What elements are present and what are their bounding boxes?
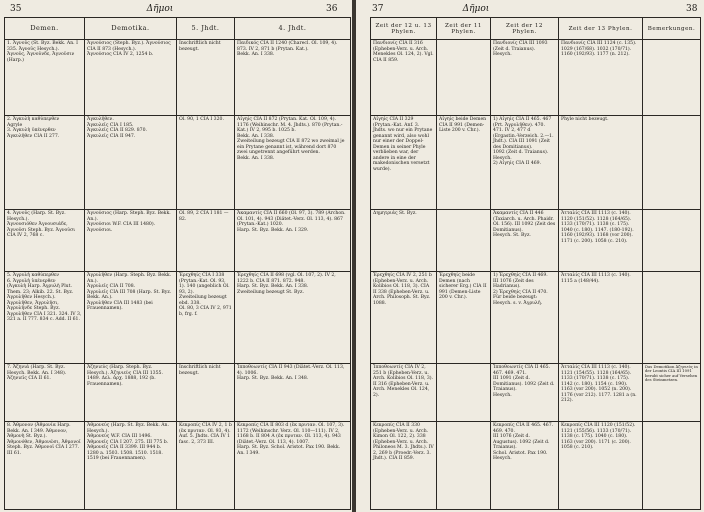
page-number-35: 35 xyxy=(10,4,22,14)
fourth-century-cell: Ἐρεχθηίς CIA II 698 (vgl. Ol. 107, 2). IV 2, 1222 b. CIA II 871. 872. 948. Harp. St. Byz. Bekk. An. I 338. Zweiteilung bezeugt St. Byz. xyxy=(235,272,351,364)
deme-name-cell: 4. Ἀγνοῦς (Harp. St. Byz. Hesych.). Ἀγνουσιόθεν Ἀγνουσιάδε, Ἀγνοῦσι Steph. Byz. Ἀγνοῦσι CIA IV 2, 768 c. xyxy=(5,210,85,272)
phylen-12-cell: Κεκροπίς CIA II 465. 467. 469. 470. III 1076 (Zeit d. Augustus). 1092 (Zeit d. Traianus). Schol. Aristot. Pax 190. Hesych. xyxy=(491,422,559,510)
right-page xyxy=(356,0,704,512)
phylen-11-cell: Αἰγηίς beide Demen CIA II 991 (Demen-Liste 200 v. Chr.). xyxy=(437,116,491,210)
remarks-cell xyxy=(643,116,701,210)
demotikon-cell: Ἀζηνιεύς (Harp. Steph. Byz. Hesych.). Ἀζηνιεὺς CIA III 1355. 1489. Δελ. ἀρχ. 1888, 192 (b. Frauennamen). xyxy=(85,364,177,422)
fifth-century-cell: Ol. 90, 1 CIA I 320. xyxy=(177,116,235,210)
fifth-century-cell: Ἐρεχθηίς CIA I 338 (Prytan.-Kat. Ol. 93, 1). 140 (angeblich Ol. 93, 2). Zweiteilung bezeugt ebd. 338. Ol. 80, 3 CIA IV 2, 971 b, frg. f. xyxy=(177,272,235,364)
deme-name-cell: 5. Ἀγρυλὴ καθύπερθεν 6. Ἀγρυλὴ ὑπένερθεν (Ἀγκυλὴ Harp. Ἀγρυλὴ Plut. Them. 23; Alkib. 22. St. Byz. Ἀγρυλῆθεν Hesych.). Ἀγρυλῆθεν, Ἀγρυλῆσι, Ἀγρυλῆνδε Steph. Byz. Ἀγρυλῆθεν CIA I 321. 324. IV 3, 321 a. II 777. 834 c. Add. II 61. xyxy=(5,272,85,364)
phylen-12-cell: 1) Ἐρεχθηίς CIA II 469. III 1076 (Zeit des Hadrianus). 2) Ἐρεχθηίς CIA II 470. Für beide bezeugt: Hesych. s. v. Ἀγρυλῆ. xyxy=(491,272,559,364)
col-header-12-13-phylen: Zeit der 12 u. 13 Phylen. xyxy=(371,18,437,40)
phylen-13-cell: Κεκροπίς CIA III 1120 (151/52). 1121 (155/56). 1133 (170/71). 1138 (c. 175). 1040 (c. 180). 1163 (vor 200). 1171 (c. 200). 1058 (c. 210). xyxy=(559,422,643,510)
col-header-12-phylen: Zeit der 12 Phylen. xyxy=(491,18,559,40)
fourth-century-cell: Ἀκαμαντίς CIA II 660 (Ol. 97, 3). 789 (Archon. Ol. 101, 4). 943 (Diätet.-Verz. Ol. 113, 4). 867 (Prytan.-Kat.) 1020. Harp. St. Byz. Bekk. An. I 329. xyxy=(235,210,351,272)
remarks-cell xyxy=(643,210,701,272)
phylen-13-cell: Πανδιονίς CIA III 1124 (c. 135). 1029 (167/68). 1032 (170/71). 1160 (192/93). 1177 (n. 212). xyxy=(559,40,643,116)
table-row xyxy=(371,422,701,510)
table-row xyxy=(371,40,701,116)
table-row xyxy=(371,210,701,272)
remarks-cell xyxy=(643,422,701,510)
table-row xyxy=(5,364,351,422)
table-row xyxy=(371,364,701,422)
deme-name-cell: 2. Ἀγκυλὴ καθύπερθεν Agryle 3. Ἀγκυλὴ ὑπένερθεν Ἀγκυλῆθεν CIA II 277. xyxy=(5,116,85,210)
page-number-37: 37 xyxy=(372,4,384,14)
table-row xyxy=(371,116,701,210)
fifth-century-cell: Inschriftlich nicht bezeugt. xyxy=(177,40,235,116)
table-row xyxy=(5,40,351,116)
fourth-century-cell: Ἱπποθοωντίς CIA II 943 (Diätet.-Verz. Ol. 113, 4). 1006. Harp. St. Byz. Bekk. An. I 348. xyxy=(235,364,351,422)
phylen-12-cell: Πανδιονίς CIA III 1093 (Zeit d. Traianus). Hesych. xyxy=(491,40,559,116)
col-header-11-phylen: Zeit der 11 Phylen. xyxy=(437,18,491,40)
fifth-century-cell: Inschriftlich nicht bezeugt. xyxy=(177,364,235,422)
col-header-demen: Demen. xyxy=(5,18,85,40)
phylen-11-cell xyxy=(437,364,491,422)
col-header-13-phylen: Zeit der 13 Phylen. xyxy=(559,18,643,40)
phylen-12-cell: Ἀκαμαντίς CIA II 446 (Taxiarch. u. Arch. Phaidr. Ol. 156). III 1092 (Zeit des Domitianus). Hesych. St. Byz. xyxy=(491,210,559,272)
phylen-12-cell: Ἱπποθοωντίς CIA II 465. 467. 469. 471. III 1091 (Zeit d. Domitianus). 1092 (Zeit d. Traianus). Hesych. xyxy=(491,364,559,422)
table-row xyxy=(5,272,351,364)
col-header-bemerkungen: Bemerkungen. xyxy=(643,18,701,40)
fifth-century-cell: Κεκροπίς CIA IV 2, 1 b (ἐκ πρυταν. Ol. 93, 4). Auf. 5. Jhdts. CIA IV 1 fasc. 2, 373 III. xyxy=(177,422,235,510)
phylen-12-13-cell: Ἱπποθοωντίς CIA IV 2, 251 b (Epheben-Verz. u. Arch. Kolibios Ol. 118, 3). II 316 (Epheben-Verz. u. Arch. Menekles Ol. 124, 2). xyxy=(371,364,437,422)
phylen-12-13-cell: Κεκροπίς CIA II 330 (Epheben-Verz. u. Arch. Kimon Ol. 122, 2). 338 (Epheben-Verz. u. Arch. Philoneos M. 3. Jhdts.). IV 2, 269 b (Proedr.-Verz. 3. Jhdt.). CIA II 859. xyxy=(371,422,437,510)
header-row xyxy=(5,18,351,40)
demes-table-right xyxy=(370,17,701,510)
page-number-38: 38 xyxy=(686,4,698,14)
table-row xyxy=(5,210,351,272)
phylen-12-cell: 1) Αἰγηίς CIA II 465. 467 (Prt. Ἀγρυλῆθεν). 470. 471. IV 2, 477 d (Ergastin.-Verzeich. 2.—1. Jhdt.). CIA III 1091 (Zeit des Domitianus). 1092 (Zeit d. Traianus). Hesych. 2) Αἰγηίς CIA II 469. xyxy=(491,116,559,210)
demotikon-cell: Ἀθμονεύς (Harp. St. Byz. Bekk. An. Hesych.). Ἀθμονεύς W.F. CIA III 1496. Ἀθμονεῖς CIA I 207. 275. III 775 b. Ἀθμονεῖς CIA II 3399. III 944 b. 1280 a. 1503. 1508. 1510. 1518. 1519 (bei Frauennamen). xyxy=(85,422,177,510)
col-header-4-jhdt: 4. Jhdt. xyxy=(235,18,351,40)
phylen-13-cell: Ἀτταλίς CIA III 1113 (c. 140). 1121 (154/55). 1128 (164/65). 1133 (170/71). 1138 (c. 175). 1142 (c. 180). 1154 (c. 190). 1163 (vor 200). 1052 (n. 200). 1176 (vor 212). 1177. 1281 a (n. 212). xyxy=(559,364,643,422)
demotikon-cell: Ἀγρυλῆθεν (Harp. Steph. Byz. Bekk. An.). Ἀγρυλεῖς CIA II 708. Ἀγρυλεῖς CIA III 708 (Harp. St. Byz. Bekk. An.). Ἀγρυλῆθεν CIA III 1483 (bei Frauennamen). xyxy=(85,272,177,364)
remarks-cell: Das Demotikon Ἀζηνιεύς in der Leontis CIA III 1091 beruht sicher auf Versehen des Steinmetzen. xyxy=(643,364,701,422)
table-row xyxy=(5,116,351,210)
header-row xyxy=(371,18,701,40)
demotikon-cell: Ἀγνούσιος (Harp. Steph. Byz. Bekk. An.). Ἀγνούσιοι W.F. CIA III 1480). Ἀγνούσιοι. xyxy=(85,210,177,272)
deme-name-cell: 8. Ἀθμονον (Ἀθμονία Harp. Bekk. An. I 349. Ἀθμονον, Ἀθμονὴ St. Byz.). Ἀθμονόθεν, Ἀθμονῶσι, Ἀθμονοῖ Steph. Byz. Ἀθμονοῖ CIA I 277. III 61. xyxy=(5,422,85,510)
deme-name-cell: 1. Ἀγνοῦς (St. Byz. Bekk. An. I 335. Ἀγνοῦς Hesych.). Ἀγνοῦς, Ἀγνοῦνδε, Ἀγνοῦσιν (Harp.) xyxy=(5,40,85,116)
fourth-century-cell: Κεκροπίς CIA II 803 d (ἐκ πρυταν. Ol. 107, 3). 1172 (Weihinschr. Verz. Ol. 110—111). IV 2, 1168 b. II 804 A (ἐκ πρυταν. Ol. 113, 4). 943 (Diätet.-Verz. Ol. 113, 4). 1007. Harp. St. Byz. Schol. Aristot. Pax 190. Bekk. An. I 349. xyxy=(235,422,351,510)
phylen-12-13-cell: Ἐρεχθηίς CIA IV 2, 251 b (Epheben-Verz. u. Arch. Kolibios Ol. 118, 3). CIA II 338 (Epheben-Verz. u. Arch. Philosoph. St. Byz. 1088. xyxy=(371,272,437,364)
remarks-cell xyxy=(643,272,701,364)
phylen-11-cell: Ἐρεχθηίς beide Demen (nach sicherer Erg.) CIA II 991 (Demen-Liste 200 v. Chr.). xyxy=(437,272,491,364)
phylen-13-cell: Phyle nicht bezeugt. xyxy=(559,116,643,210)
fourth-century-cell: Αἰγηίς CIA II 872 (Prytan. Kat. Ol. 109, 4). 1176 (Weihinschr. M. 4. Jhdts.). 870 (Prytan.-Kat.) IV 2, 995 b. 1025 b. Bekk. An. I 338. Zweiteilung bezeugt CIA II 872 wo zweimal je ein Prytane genannt ist, während dort 870 zwei ungetrennt angeführt werden. Bekk. An. I 338. xyxy=(235,116,351,210)
phylen-12-13-cell: Δημητριάς St. Byz. xyxy=(371,210,437,272)
phylen-13-cell: Ἀτταλίς CIA III 1113 (c. 140). 1115 a (148/44). xyxy=(559,272,643,364)
demotikon-cell: Ἀγκυλῆθεν. Ἀγκυλεῖς CIA I 185. Ἀγκυλεῖς CIA II 829. 870. Ἀγκυλεῖς CIA II 947. xyxy=(85,116,177,210)
deme-name-cell: 7. Ἀζηνιά (Harp. St. Byz. Hesych. Bekk. An. I 348). Ἀζηνιεῖς CIA II 61. xyxy=(5,364,85,422)
running-title-right: Δῆμοι xyxy=(462,4,490,14)
demotikon-cell: Ἀγνούσιος (Steph. Byz.). Ἀγνούσιος CIA II 873 (Hesych.). Ἀγνούσιος CIA IV 2, 1254 b. xyxy=(85,40,177,116)
page-number-36: 36 xyxy=(326,4,338,14)
table-row xyxy=(371,272,701,364)
demes-table-left xyxy=(4,17,351,510)
fifth-century-cell: Ol. 89, 2 CIA I 181 —82. xyxy=(177,210,235,272)
phylen-12-13-cell: Πανδιονίς CIA II 316 (Epheben-Verz. u. Arch. Menekles Ol. 124, 2). Vgl. CIA II 859. xyxy=(371,40,437,116)
phylen-12-13-cell: Αἰγηίς CIA II 329 (Prytan.-Kat. Anf. 3. Jhdts. wo nur ein Prytane genannt wird, also wohl nur einer der Doppel-Demen in seiner Phyle verblieben war, der andere in eine der makedonischen versetzt wurde). xyxy=(371,116,437,210)
fourth-century-cell: Παιδικός CIA II 1240 (Charecl. Ol. 109, 4). 873. IV 2, 871 b (Prytan. Kat.). Bekk. An. I 338. xyxy=(235,40,351,116)
phylen-11-cell xyxy=(437,40,491,116)
table-row xyxy=(5,422,351,510)
phylen-13-cell: Ἀτταλίς CIA III 1113 (c. 140). 1120 (151/52). 1128 (164/65). 1133 (170/71). 1138 (c. 175). 1040 (c. 180). 1147. (180-192). 1160 (192/93). 1168 (vor 200). 1171 (c. 200). 1058 (c. 210). xyxy=(559,210,643,272)
phylen-11-cell xyxy=(437,210,491,272)
remarks-cell xyxy=(643,40,701,116)
col-header-5-jhdt: 5. Jhdt. xyxy=(177,18,235,40)
col-header-demotika: Demotika. xyxy=(85,18,177,40)
running-title-left: Δῆμοι xyxy=(146,4,174,14)
phylen-11-cell xyxy=(437,422,491,510)
